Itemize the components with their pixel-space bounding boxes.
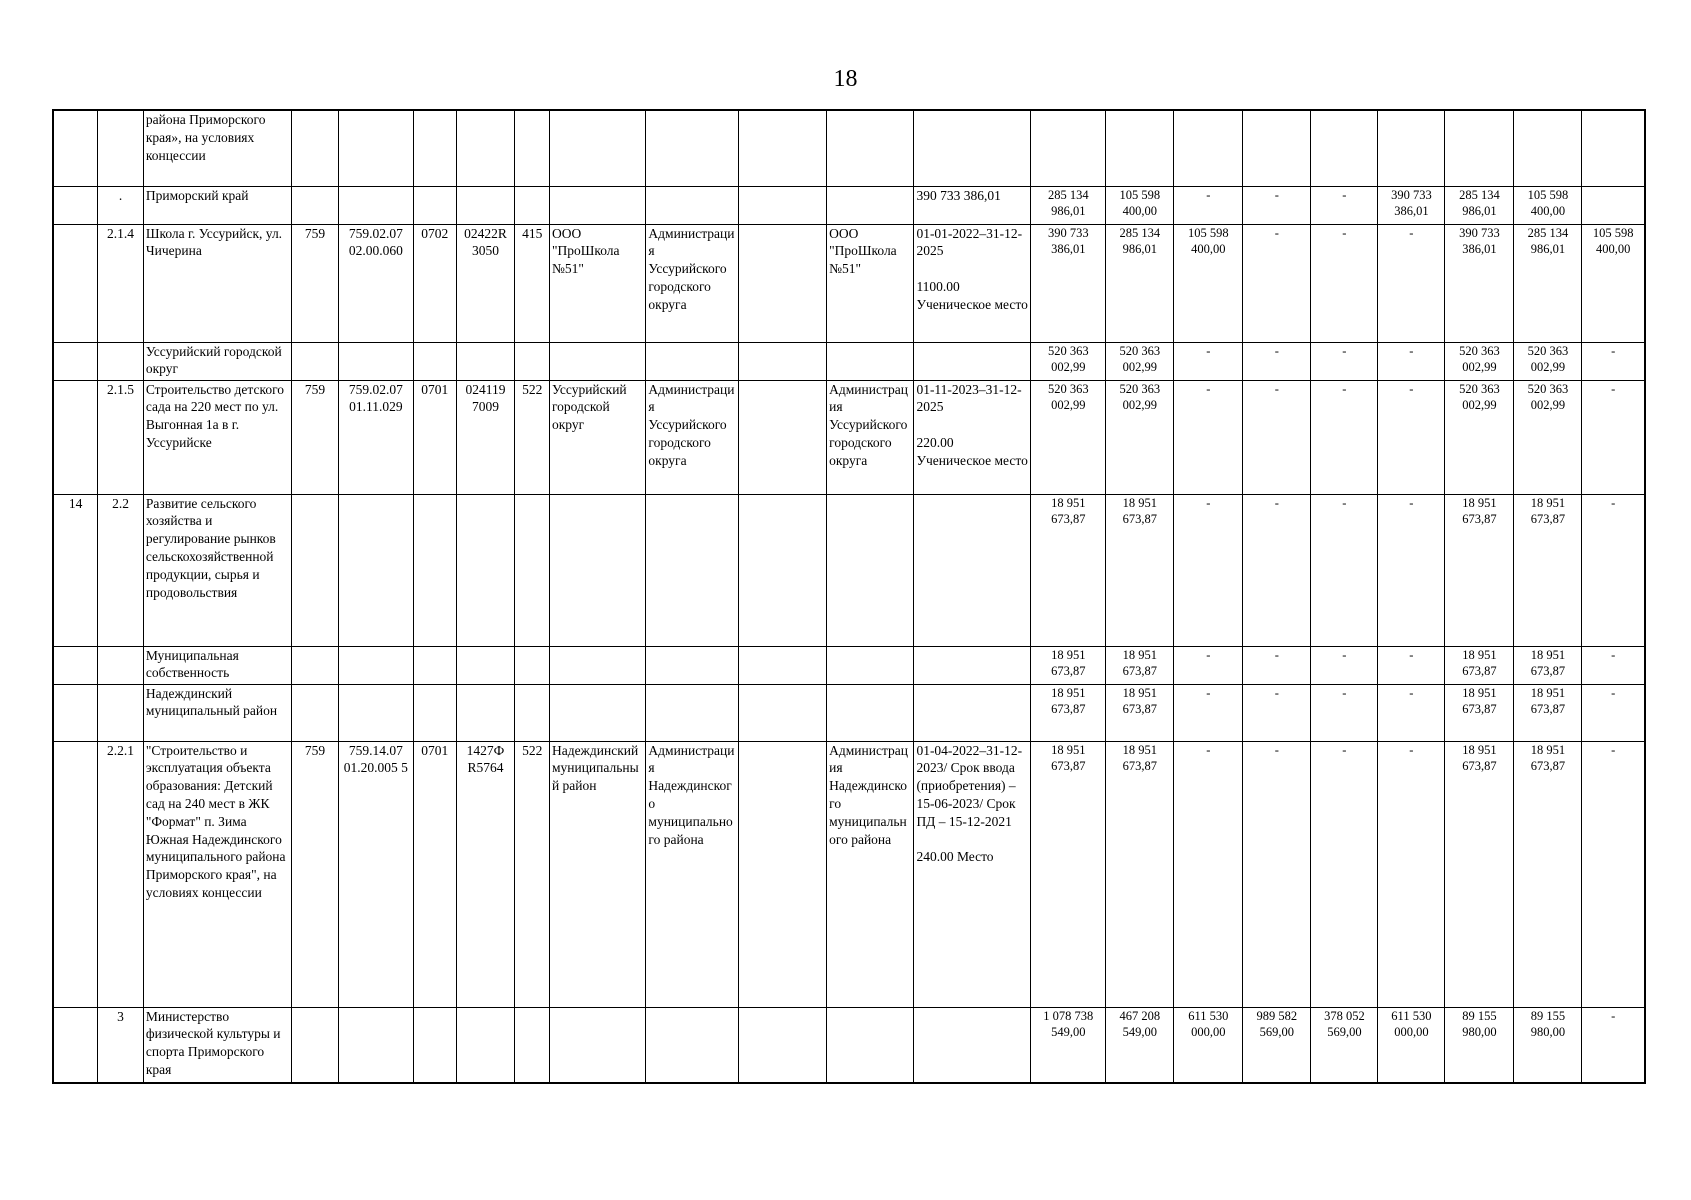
table-cell: 18 951 673,87 [1445, 646, 1514, 684]
table-cell: 611 530 000,00 [1174, 1007, 1243, 1083]
table-cell [53, 1007, 98, 1083]
table-cell: 759.02.07 01.11.029 [338, 380, 413, 494]
table-cell: 18 951 673,87 [1106, 741, 1174, 1007]
table-cell: Администрация Уссурийского городского округа [646, 380, 738, 494]
table-cell: 2.2.1 [98, 741, 144, 1007]
table-cell: 01-01-2022–31-12-2025 1100.00 Ученическое место [914, 224, 1031, 342]
table-cell: - [1378, 224, 1445, 342]
table-cell [53, 646, 98, 684]
table-cell [646, 186, 738, 224]
table-cell [738, 342, 826, 380]
table-cell [549, 186, 645, 224]
table-cell [738, 684, 826, 741]
table-cell [338, 646, 413, 684]
table-cell: 285 134 986,01 [1106, 224, 1174, 342]
table-cell [413, 646, 456, 684]
table-cell: 522 [515, 741, 550, 1007]
table-cell [338, 186, 413, 224]
table-cell [827, 684, 914, 741]
table-cell: 759 [292, 380, 339, 494]
table-cell [413, 494, 456, 646]
table-cell [292, 1007, 339, 1083]
table-cell [646, 646, 738, 684]
table-cell [738, 741, 826, 1007]
table-cell [646, 684, 738, 741]
table-cell [515, 342, 550, 380]
table-cell: 611 530 000,00 [1378, 1007, 1445, 1083]
table-cell: 18 951 673,87 [1106, 684, 1174, 741]
table-row [53, 494, 1645, 646]
table-cell: 105 598 400,00 [1174, 224, 1243, 342]
table-row [53, 684, 1645, 741]
table-cell: - [1378, 380, 1445, 494]
table-cell [98, 646, 144, 684]
table-row [53, 646, 1645, 684]
table-cell: 14 [53, 494, 98, 646]
table-cell [292, 684, 339, 741]
table-cell: района Приморского края», на условиях концессии [143, 110, 291, 186]
table-cell: - [1378, 741, 1445, 1007]
table-cell [53, 342, 98, 380]
table-cell: - [1582, 646, 1645, 684]
table-cell [827, 186, 914, 224]
table-cell [646, 1007, 738, 1083]
table-row [53, 110, 1645, 186]
table-cell [549, 646, 645, 684]
table-cell: - [1311, 224, 1378, 342]
table-cell: - [1582, 494, 1645, 646]
table-cell: Администрация Уссурийского городского округа [646, 224, 738, 342]
table-cell: - [1174, 380, 1243, 494]
table-cell: - [1311, 741, 1378, 1007]
table-row [53, 1007, 1645, 1083]
table-cell [827, 1007, 914, 1083]
table-cell [53, 380, 98, 494]
table-cell [98, 684, 144, 741]
table-cell [549, 342, 645, 380]
table-cell [827, 342, 914, 380]
table-cell [413, 186, 456, 224]
table-cell: Администрация Уссурийского городского округа [827, 380, 914, 494]
table-cell: 467 208 549,00 [1106, 1007, 1174, 1083]
table-row [53, 380, 1645, 494]
table-cell: - [1378, 684, 1445, 741]
table-cell: 18 951 673,87 [1031, 494, 1106, 646]
table-cell [292, 342, 339, 380]
page-number: 18 [833, 66, 858, 92]
table-cell [53, 224, 98, 342]
table-cell: Уссурийский городской округ [143, 342, 291, 380]
table-cell [549, 110, 645, 186]
table-cell [914, 342, 1031, 380]
table-cell: - [1243, 741, 1311, 1007]
table-cell [413, 110, 456, 186]
table-cell: Уссурийский городской округ [549, 380, 645, 494]
table-cell [456, 342, 515, 380]
table-cell: 0701 [413, 380, 456, 494]
table-cell: 18 951 673,87 [1514, 494, 1582, 646]
table-cell: - [1243, 380, 1311, 494]
table-cell [53, 186, 98, 224]
table-cell [1174, 110, 1243, 186]
table-cell: 2.2 [98, 494, 144, 646]
table-cell: 105 598 400,00 [1582, 224, 1645, 342]
table-cell [413, 1007, 456, 1083]
table-cell: Строительство детского сада на 220 мест по ул. Выгонная 1а в г. Уссурийске [143, 380, 291, 494]
table-cell [1582, 110, 1645, 186]
table-cell: 520 363 002,99 [1106, 380, 1174, 494]
table-cell: Администрация Надеждинского муниципального района [646, 741, 738, 1007]
table-cell: 89 155 980,00 [1514, 1007, 1582, 1083]
table-cell: 415 [515, 224, 550, 342]
table-cell [646, 494, 738, 646]
table-cell: 105 598 400,00 [1106, 186, 1174, 224]
table-cell [456, 1007, 515, 1083]
table-cell [738, 110, 826, 186]
table-row [53, 224, 1645, 342]
table-cell: 18 951 673,87 [1445, 741, 1514, 1007]
table-cell [914, 1007, 1031, 1083]
table-cell [413, 684, 456, 741]
table-cell: 18 951 673,87 [1514, 684, 1582, 741]
table-cell: ООО "ПроШкола №51" [549, 224, 645, 342]
table-cell: - [1582, 684, 1645, 741]
table-cell: - [1174, 646, 1243, 684]
table-cell: 520 363 002,99 [1445, 342, 1514, 380]
table-cell: 759.14.07 01.20.005 5 [338, 741, 413, 1007]
table-cell: 0702 [413, 224, 456, 342]
table-cell: 520 363 002,99 [1514, 342, 1582, 380]
table-cell [646, 110, 738, 186]
table-cell [53, 110, 98, 186]
table-cell [338, 110, 413, 186]
table-cell [1445, 110, 1514, 186]
table-cell: 378 052 569,00 [1311, 1007, 1378, 1083]
table-cell [515, 186, 550, 224]
table-cell [515, 1007, 550, 1083]
table-cell [456, 494, 515, 646]
table-cell [738, 1007, 826, 1083]
table-cell [738, 186, 826, 224]
table-cell [515, 110, 550, 186]
table-cell [914, 494, 1031, 646]
table-cell: Школа г. Уссурийск, ул. Чичерина [143, 224, 291, 342]
table-cell: 390 733 386,01 [1445, 224, 1514, 342]
table-cell: - [1311, 342, 1378, 380]
table-cell: 02422R 3050 [456, 224, 515, 342]
table-cell [827, 110, 914, 186]
table-cell [738, 380, 826, 494]
table-cell [515, 646, 550, 684]
table-cell: 01-11-2023–31-12-2025 220.00 Ученическое место [914, 380, 1031, 494]
table-cell: - [1174, 684, 1243, 741]
table-cell: 759.02.07 02.00.060 [338, 224, 413, 342]
table-cell: 0701 [413, 741, 456, 1007]
table-cell: - [1243, 224, 1311, 342]
table-cell: 520 363 002,99 [1106, 342, 1174, 380]
table-cell: 1427Ф R5764 [456, 741, 515, 1007]
table-cell [914, 684, 1031, 741]
table-cell: 759 [292, 741, 339, 1007]
table-cell [827, 494, 914, 646]
table-cell [53, 684, 98, 741]
table-cell: - [1582, 342, 1645, 380]
table-cell: 390 733 386,01 [1378, 186, 1445, 224]
table-cell: - [1174, 342, 1243, 380]
table-cell: Администрация Надеждинского муниципального района [827, 741, 914, 1007]
table-cell [1582, 186, 1645, 224]
table-cell: 18 951 673,87 [1514, 646, 1582, 684]
table-cell: Министерство физической культуры и спорта Приморского края [143, 1007, 291, 1083]
table-cell [292, 646, 339, 684]
table-cell: 285 134 986,01 [1445, 186, 1514, 224]
table-cell: Развитие сельского хозяйства и регулирование рынков сельскохозяйственной продукции, сырья и продовольствия [143, 494, 291, 646]
table-cell: - [1311, 494, 1378, 646]
table-cell [53, 741, 98, 1007]
table-cell: 759 [292, 224, 339, 342]
table-cell [1311, 110, 1378, 186]
table-cell [338, 494, 413, 646]
table-cell: 024119 7009 [456, 380, 515, 494]
table-cell: 520 363 002,99 [1445, 380, 1514, 494]
table-cell: "Строительство и эксплуатация объекта образования: Детский сад на 240 мест в ЖК "Формат" п. Зима Южная Надеждинского муниципального района Приморского края", на условиях концессии [143, 741, 291, 1007]
table-cell [292, 494, 339, 646]
table-cell [338, 1007, 413, 1083]
table-cell: 989 582 569,00 [1243, 1007, 1311, 1083]
table-cell [292, 110, 339, 186]
table-cell: - [1582, 380, 1645, 494]
table-cell: Муниципальная собственность [143, 646, 291, 684]
table-cell: - [1311, 646, 1378, 684]
table-cell: 522 [515, 380, 550, 494]
table-cell: 18 951 673,87 [1031, 741, 1106, 1007]
table-cell: - [1243, 684, 1311, 741]
table-cell: 18 951 673,87 [1031, 684, 1106, 741]
table-cell: - [1378, 646, 1445, 684]
table-cell: - [1582, 741, 1645, 1007]
table-cell [1031, 110, 1106, 186]
table-cell: Надеждинский муниципальный район [549, 741, 645, 1007]
budget-table [52, 109, 1646, 1084]
table-cell: 01-04-2022–31-12-2023/ Срок ввода (приобретения) – 15-06-2023/ Срок ПД – 15-12-2021 240.00 Место [914, 741, 1031, 1007]
table-cell: 89 155 980,00 [1445, 1007, 1514, 1083]
table-cell [738, 494, 826, 646]
table-cell [549, 1007, 645, 1083]
table-row [53, 342, 1645, 380]
table-cell: 285 134 986,01 [1514, 224, 1582, 342]
table-cell [98, 342, 144, 380]
table-cell: 18 951 673,87 [1031, 646, 1106, 684]
table-cell [549, 494, 645, 646]
table-cell: 18 951 673,87 [1445, 494, 1514, 646]
table-cell [413, 342, 456, 380]
table-cell [338, 342, 413, 380]
table-cell [646, 342, 738, 380]
table-cell [292, 186, 339, 224]
table-cell: - [1174, 186, 1243, 224]
table-cell: 2.1.4 [98, 224, 144, 342]
table-cell: . [98, 186, 144, 224]
table-cell: - [1174, 494, 1243, 646]
table-cell: - [1243, 342, 1311, 380]
table-cell: 520 363 002,99 [1514, 380, 1582, 494]
table-cell: 18 951 673,87 [1106, 646, 1174, 684]
table-cell: 105 598 400,00 [1514, 186, 1582, 224]
table-cell [98, 110, 144, 186]
table-cell: - [1311, 684, 1378, 741]
table-cell [1106, 110, 1174, 186]
table-cell [456, 646, 515, 684]
table-cell [549, 684, 645, 741]
table-cell [914, 110, 1031, 186]
table-cell [456, 684, 515, 741]
table-cell [738, 646, 826, 684]
table-cell: 1 078 738 549,00 [1031, 1007, 1106, 1083]
table-cell: 285 134 986,01 [1031, 186, 1106, 224]
table-cell [456, 110, 515, 186]
table-cell [914, 646, 1031, 684]
table-cell: 390 733 386,01 [914, 186, 1031, 224]
table-cell: 18 951 673,87 [1106, 494, 1174, 646]
table-cell: - [1311, 186, 1378, 224]
table-cell [827, 646, 914, 684]
table-cell [738, 224, 826, 342]
table-cell: 3 [98, 1007, 144, 1083]
table-cell [1378, 110, 1445, 186]
table-cell [515, 684, 550, 741]
table-cell [338, 684, 413, 741]
table-cell: 18 951 673,87 [1445, 684, 1514, 741]
table-cell: - [1243, 494, 1311, 646]
table-cell: 390 733 386,01 [1031, 224, 1106, 342]
table-cell: Надеждинский муниципальный район [143, 684, 291, 741]
table-cell: 520 363 002,99 [1031, 380, 1106, 494]
table-row [53, 186, 1645, 224]
table-cell: - [1378, 494, 1445, 646]
table-cell: - [1243, 186, 1311, 224]
table-cell: - [1378, 342, 1445, 380]
table-cell: Приморский край [143, 186, 291, 224]
table-cell: - [1311, 380, 1378, 494]
table-row [53, 741, 1645, 1007]
table-cell [515, 494, 550, 646]
table-cell: - [1243, 646, 1311, 684]
table-cell [1243, 110, 1311, 186]
table-cell: - [1582, 1007, 1645, 1083]
table-cell: ООО "ПроШкола №51" [827, 224, 914, 342]
table-cell [456, 186, 515, 224]
table-cell: - [1174, 741, 1243, 1007]
table-cell: 2.1.5 [98, 380, 144, 494]
table-cell: 520 363 002,99 [1031, 342, 1106, 380]
table-cell [1514, 110, 1582, 186]
table-cell: 18 951 673,87 [1514, 741, 1582, 1007]
